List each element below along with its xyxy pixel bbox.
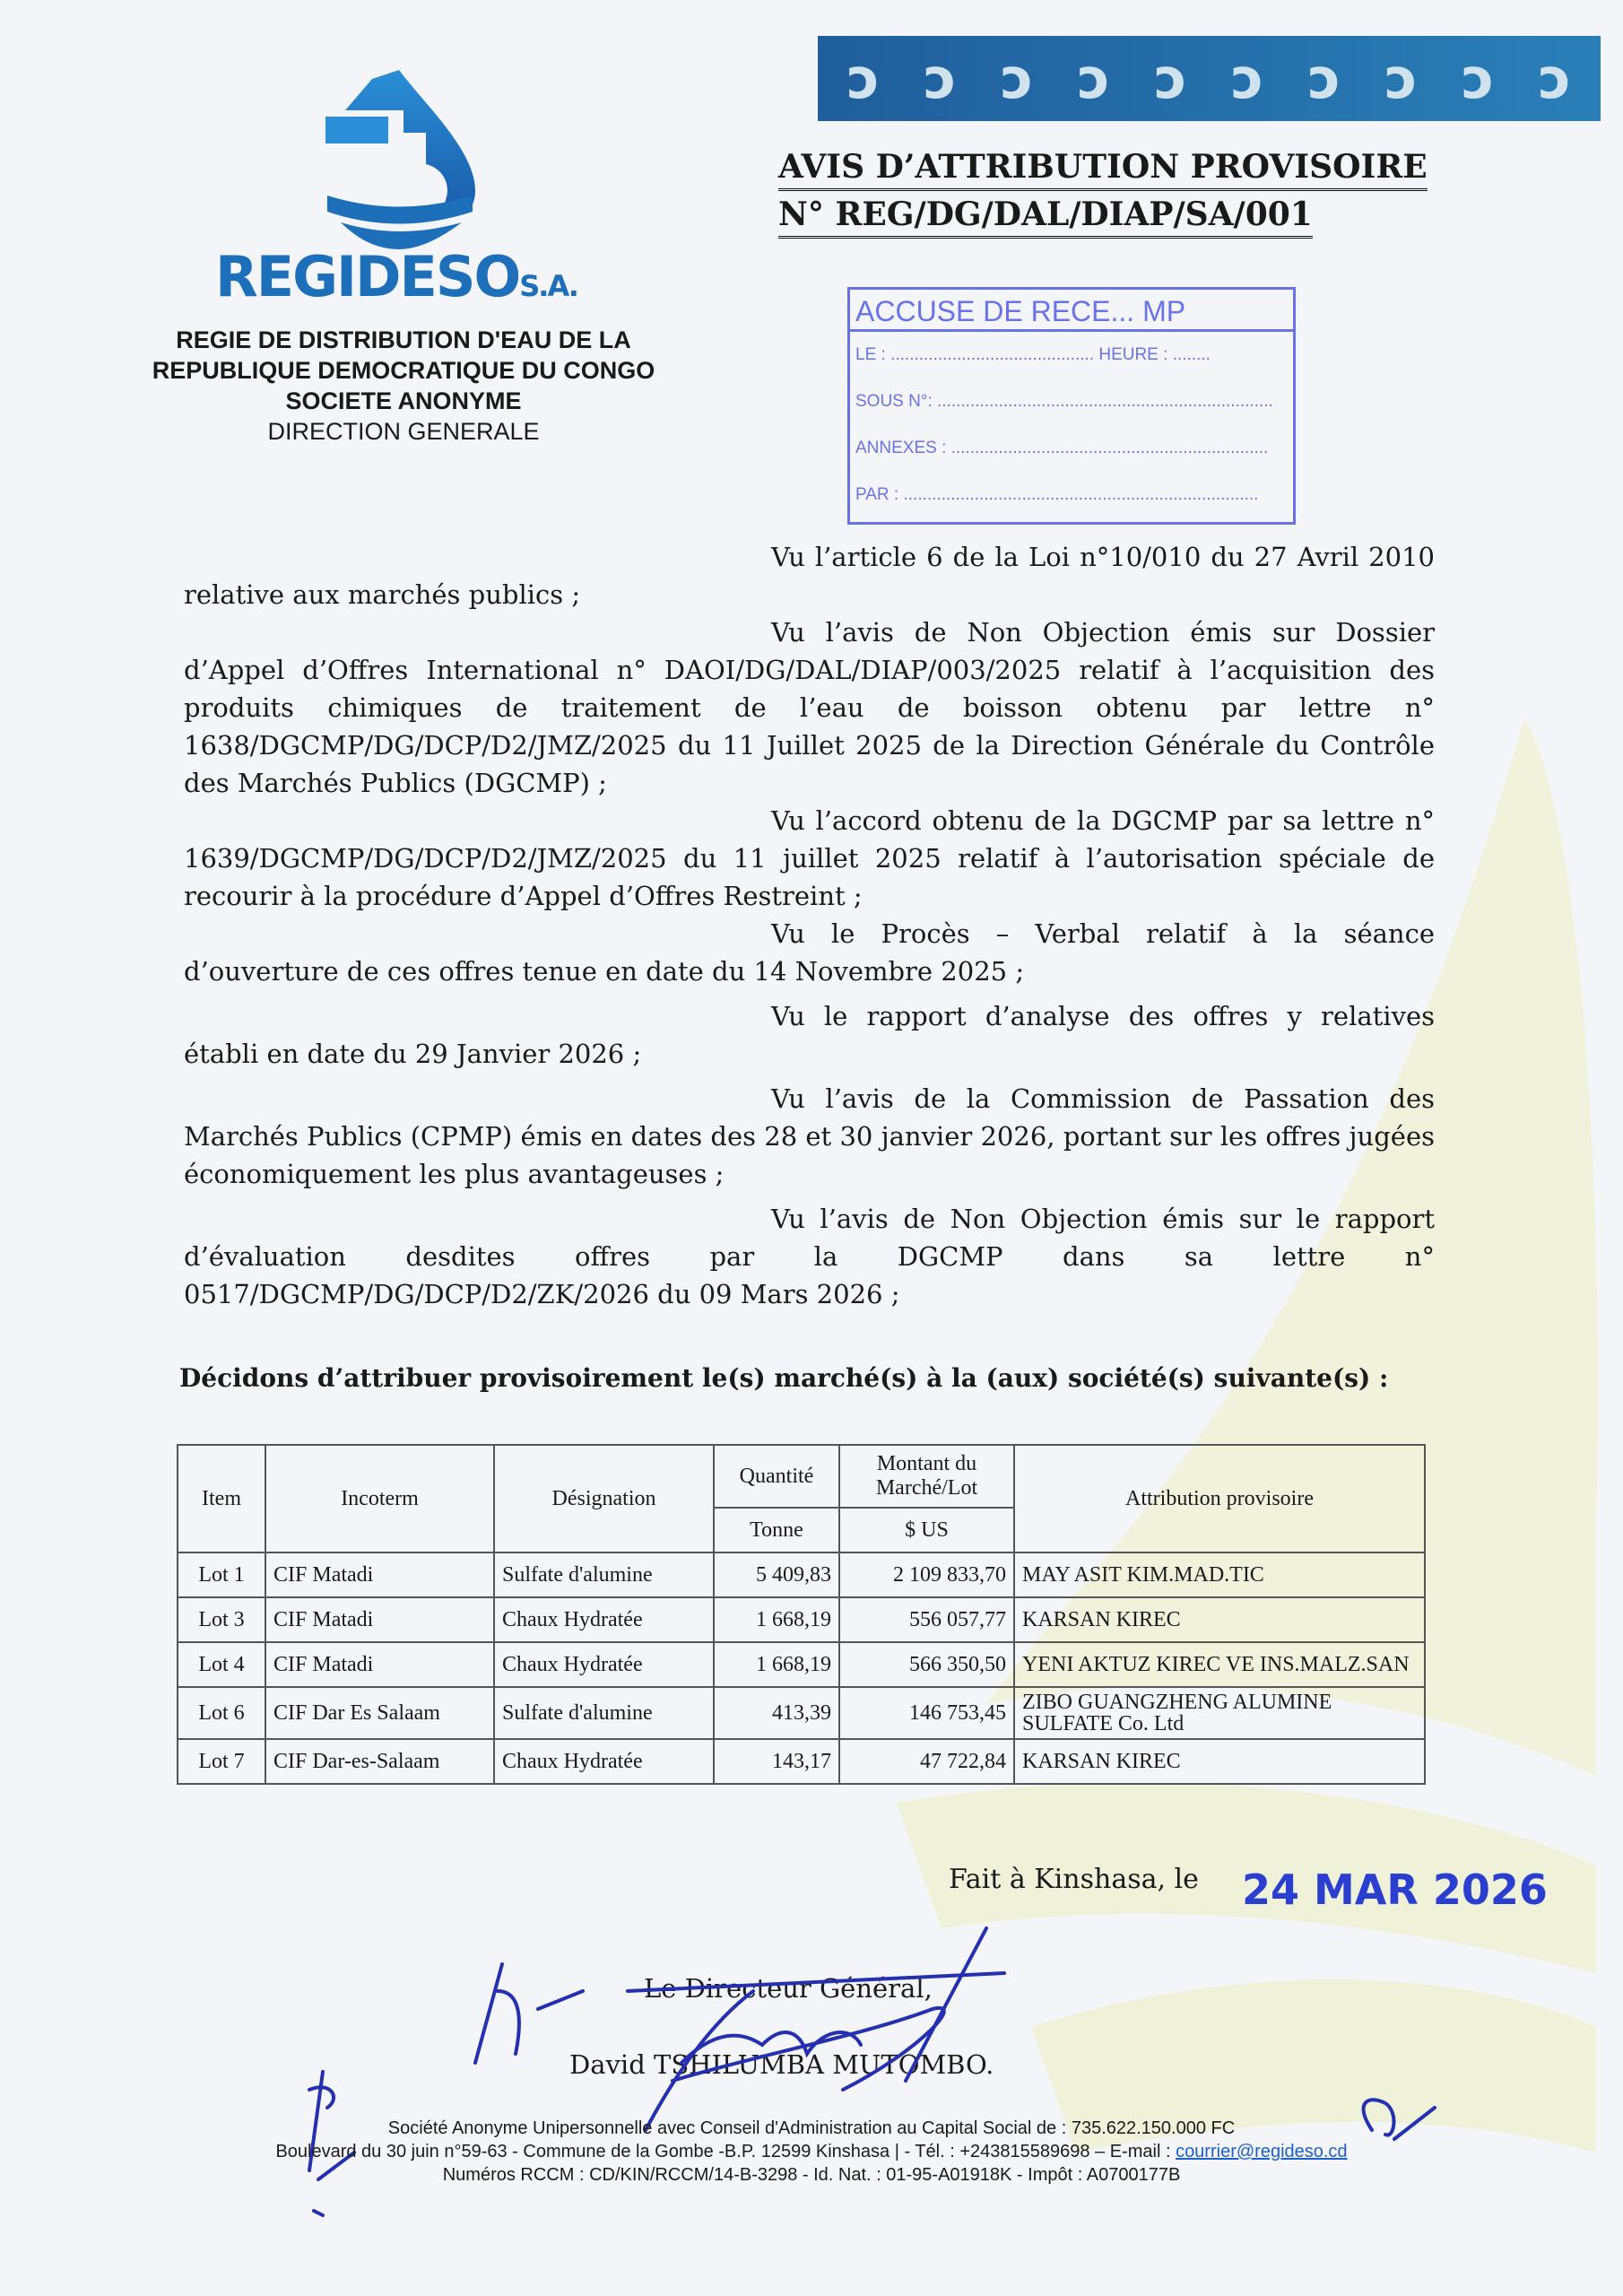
cell-designation: Chaux Hydratée <box>494 1739 714 1784</box>
regideso-drop-logo-icon <box>318 70 480 249</box>
logo-pattern-icon: ↄ <box>1538 45 1572 111</box>
footer-capital: Société Anonyme Unipersonnelle avec Conseil d'Administration au Capital Social de : 735.622.150.000 FC <box>387 2118 1236 2138</box>
cell-quantite: 1 668,19 <box>714 1597 839 1642</box>
stamp-number-field: SOUS N°: ....................................................................... <box>855 392 1273 411</box>
consideration-paragraph: Vu l’article 6 de la Loi n°10/010 du 27 Avril 2010 relative aux marchés publics ; <box>184 542 1435 610</box>
direction-label: DIRECTION GENERALE <box>267 418 540 445</box>
consideration-paragraph: Vu l’avis de Non Objection émis sur le rapport d’évaluation desdites offres par la DGCMP dans sa lettre n° 0517/DGCMP/DG/DCP/D2/ZK/2026 du 09 Mars 2026 ; <box>184 1204 1435 1309</box>
date-stamp: 24 MAR 2026 <box>1242 1866 1548 1914</box>
considerations <box>184 538 1435 1313</box>
attribution-table <box>177 1444 1426 1785</box>
table-row <box>178 1739 1425 1784</box>
stamp-header: ACCUSE DE RECE... MP <box>850 290 1293 332</box>
header-item: Item <box>178 1445 265 1552</box>
table-row <box>178 1642 1425 1687</box>
cell-designation: Chaux Hydratée <box>494 1597 714 1642</box>
cell-montant: 556 057,77 <box>839 1597 1014 1642</box>
title-line: AVIS D’ATTRIBUTION PROVISOIRE <box>778 145 1428 191</box>
logo-pattern-icon: ↄ <box>1461 45 1495 111</box>
cell-item: Lot 7 <box>178 1739 265 1784</box>
cell-designation: Chaux Hydratée <box>494 1642 714 1687</box>
header-incoterm: Incoterm <box>265 1445 494 1552</box>
footer-address: Boulevard du 30 juin n°59-63 - Commune de la Gombe -B.P. 12599 Kinshasa | - Tél. : +243815589698 – E-mail : courrier@regideso.cd <box>275 2142 1348 2161</box>
receipt-stamp <box>847 287 1296 525</box>
stamp-date-field: LE : ........................................... HEURE : ........ <box>855 345 1211 364</box>
cell-attribution: KARSAN KIREC <box>1014 1597 1425 1642</box>
header-quantite: Quantité <box>714 1445 839 1508</box>
decision-heading: Décidons d’attribuer provisoirement le(s) marché(s) à la (aux) société(s) suivante(s) : <box>179 1363 1389 1393</box>
logo-pattern-icon: ↄ <box>1000 45 1034 111</box>
header-designation: Désignation <box>494 1445 714 1552</box>
header-logo-band <box>818 36 1601 121</box>
logo-pattern-icon: ↄ <box>1077 45 1111 111</box>
cell-montant: 146 753,45 <box>839 1687 1014 1739</box>
table-row <box>178 1552 1425 1597</box>
consideration-paragraph: Vu l’avis de la Commission de Passation des Marchés Publics (CPMP) émis en dates des 28 et 30 janvier 2026, portant sur les offres jugées économiquement les plus avantageuses ; <box>184 1083 1435 1189</box>
cell-item: Lot 3 <box>178 1597 265 1642</box>
consideration-paragraph: Vu le Procès – Verbal relatif à la séance d’ouverture de ces offres tenue en date du 14 Novembre 2025 ; <box>184 918 1435 987</box>
reference-number: N° REG/DG/DAL/DIAP/SA/001 <box>778 193 1313 239</box>
logo-pattern-icon: ↄ <box>1154 45 1187 111</box>
cell-attribution: ZIBO GUANGZHENG ALUMINE SULFATE Co. Ltd <box>1014 1687 1425 1739</box>
logo-pattern-icon: ↄ <box>1307 45 1341 111</box>
consideration-paragraph: Vu l’accord obtenu de la DGCMP par sa lettre n° 1639/DGCMP/DG/DCP/D2/JMZ/2025 du 11 juillet 2025 relatif à l’autorisation spéciale de recourir à la procédure d’Appel d’Offres Restreint ; <box>184 805 1435 911</box>
cell-item: Lot 4 <box>178 1642 265 1687</box>
cell-montant: 47 722,84 <box>839 1739 1014 1784</box>
cell-designation: Sulfate d'alumine <box>494 1552 714 1597</box>
cell-incoterm: CIF Matadi <box>265 1552 494 1597</box>
stamp-par-field: PAR : ........................................................................... <box>855 485 1259 504</box>
cell-incoterm: CIF Matadi <box>265 1597 494 1642</box>
cell-attribution: MAY ASIT KIM.MAD.TIC <box>1014 1552 1425 1597</box>
table-row <box>178 1687 1425 1739</box>
cell-attribution: YENI AKTUZ KIREC VE INS.MALZ.SAN <box>1014 1642 1425 1687</box>
org-line: SOCIETE ANONYME <box>285 387 522 414</box>
org-line: REGIE DE DISTRIBUTION D'EAU DE LA <box>176 326 631 353</box>
consideration-paragraph: Vu le rapport d’analyse des offres y relatives établi en date du 29 Janvier 2026 ; <box>184 1001 1435 1069</box>
org-line: REPUBLIQUE DEMOCRATIQUE DU CONGO <box>152 357 655 384</box>
logo-pattern-icon: ↄ <box>924 45 957 111</box>
logo-pattern-icon: ↄ <box>846 45 881 111</box>
header-montant: Montant du Marché/Lot <box>839 1445 1014 1508</box>
footer-email-link[interactable]: courrier@regideso.cd <box>1176 2142 1348 2161</box>
cell-item: Lot 6 <box>178 1687 265 1739</box>
organization-block <box>135 325 673 447</box>
header-unit-quantity: Tonne <box>714 1508 839 1552</box>
footer-registration: Numéros RCCM : CD/KIN/RCCM/14-B-3298 - Id. Nat. : 01-95-A01918K - Impôt : A0700177B <box>442 2165 1181 2185</box>
logo-wordmark: REGIDESOS.A. <box>215 244 577 309</box>
header-attribution: Attribution provisoire <box>1014 1445 1425 1552</box>
footer <box>161 2117 1462 2187</box>
cell-attribution: KARSAN KIREC <box>1014 1739 1425 1784</box>
cell-quantite: 143,17 <box>714 1739 839 1784</box>
consideration-paragraph: Vu l’avis de Non Objection émis sur Dossier d’Appel d’Offres International n° DAOI/DG/DAL/DIAP/003/2025 relatif à l’acquisition des produits chimiques de traitement de l’eau de boisson obtenu par lettre n° 1638/DGCMP/DG/DCP/D2/JMZ/2025 du 11 Juillet 2025 de la Direction Générale du Contrôle des Marchés Publics (DGCMP) ; <box>184 617 1435 798</box>
table-row <box>178 1597 1425 1642</box>
cell-designation: Sulfate d'alumine <box>494 1687 714 1739</box>
logo-pattern-icon: ↄ <box>1384 45 1419 111</box>
cell-quantite: 5 409,83 <box>714 1552 839 1597</box>
cell-incoterm: CIF Dar Es Salaam <box>265 1687 494 1739</box>
stamp-annexes-field: ANNEXES : ................................................................... <box>855 439 1269 457</box>
cell-incoterm: CIF Matadi <box>265 1642 494 1687</box>
cell-montant: 2 109 833,70 <box>839 1552 1014 1597</box>
cell-montant: 566 350,50 <box>839 1642 1014 1687</box>
cell-quantite: 1 668,19 <box>714 1642 839 1687</box>
document-title <box>778 145 1428 240</box>
header-unit-amount: $ US <box>839 1508 1014 1552</box>
signatory-name: David TSHILUMBA MUTOMBO. <box>569 2049 994 2080</box>
cell-item: Lot 1 <box>178 1552 265 1597</box>
place-label: Fait à Kinshasa, le <box>949 1864 1199 1895</box>
signatory-title: Le Directeur Général, <box>644 1973 933 2004</box>
cell-quantite: 413,39 <box>714 1687 839 1739</box>
logo-pattern-icon: ↄ <box>1230 45 1264 111</box>
cell-incoterm: CIF Dar-es-Salaam <box>265 1739 494 1784</box>
